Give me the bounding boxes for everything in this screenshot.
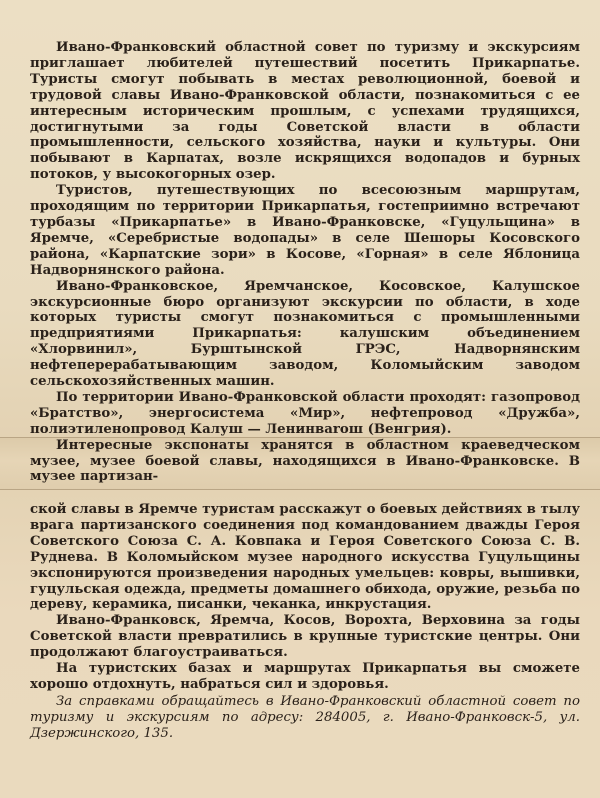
paragraph-tourist-bases: Туристов, путешествующих по всесоюзным маршрутам, проходящим по территории Прикарпатья, гостеприимно встречают турбазы «Прикарпатье» в Ивано-Франковске, «Гуцульщина» в Яремче, «Серебристые водопады» в селе Шешоры Косовского района, «Карпатские зори» в Косове, «Горная» в селе Яблоница Надворнянского района. (30, 183, 580, 278)
paragraph-museums: Интересные экспонаты хранятся в областном краеведческом музее, музее боевой славы, находящихся в Ивано-Франковске. В музее партизан- (30, 437, 580, 485)
paragraph-pipelines: По территории Ивано-Франковской области проходят: газопровод «Братство», энергосистема «Мир», нефтепровод «Дружба», полиэтиленопровод Калуш — Ленинвarош (Венгрия). (30, 389, 580, 437)
contact-note: За справками обращайтесь в Ивано-Франковский областной совет по туризму и экскурсиям по адресу: 284005, г. Ивано-Франковск-5, ул. Дзержинского, 135. (30, 694, 580, 741)
paragraph-excursion-bureaus: Ивано-Франковское, Яремчанское, Косовское, Калушское экскурсионные бюро организуют экскурсии по области, в ходе которых туристы смогут познакомиться с промышленными предприятиями Прикарпатья: калушским объединением «Хлорвинил», Бурштынской ГРЭС, Надворнянским нефтеперерабатывающим заводом, Коломыйским заводом сельскохозяйственных машин. (30, 278, 580, 390)
upper-text-block (30, 40, 580, 485)
lower-text-block (30, 502, 580, 693)
paragraph-tourist-centers: Ивано-Франковск, Яремча, Косов, Ворохта, Верховина за годы Советской власти превратились в крупные туристские центры. Они продолжают благоустраиваться. (30, 613, 580, 661)
paragraph-partisan-museum: ской славы в Яремче туристам расскажут о боевых действиях в тылу врага партизанского соединения под командованием дважды Героя Советского Союза С. А. Ковпака и Героя Советского Союза С. В. Руднева. В Коломыйском музее народного искусства Гуцульщины экспонируются произведения народных умельцев: ковры, вышивки, гуцульская одежда, предметы домашнего обихода, оружие, резьба по дереву, керамика, писанки, чеканка, инкрустация. (30, 502, 580, 613)
paragraph-intro: Ивано-Франковский областной совет по туризму и экскурсиям приглашает любителей путешествий посетить Прикарпатье. Туристы смогут побывать в местах революционной, боевой и трудовой славы Ивано-Франковской области, познакомиться с ее интересным историческим прошлым, с успехами трудящихся, достигнутыми за годы Советской власти в области промышленности, сельского хозяйства, науки и культуры. Они побывают в Карпатах, возле искрящихся водопадов и бурных потоков, у высокогорных озер. (30, 40, 580, 183)
paragraph-rest: На туристских базах и маршрутах Прикарпатья вы сможете хорошо отдохнуть, набраться сил и здоровья. (30, 661, 580, 692)
